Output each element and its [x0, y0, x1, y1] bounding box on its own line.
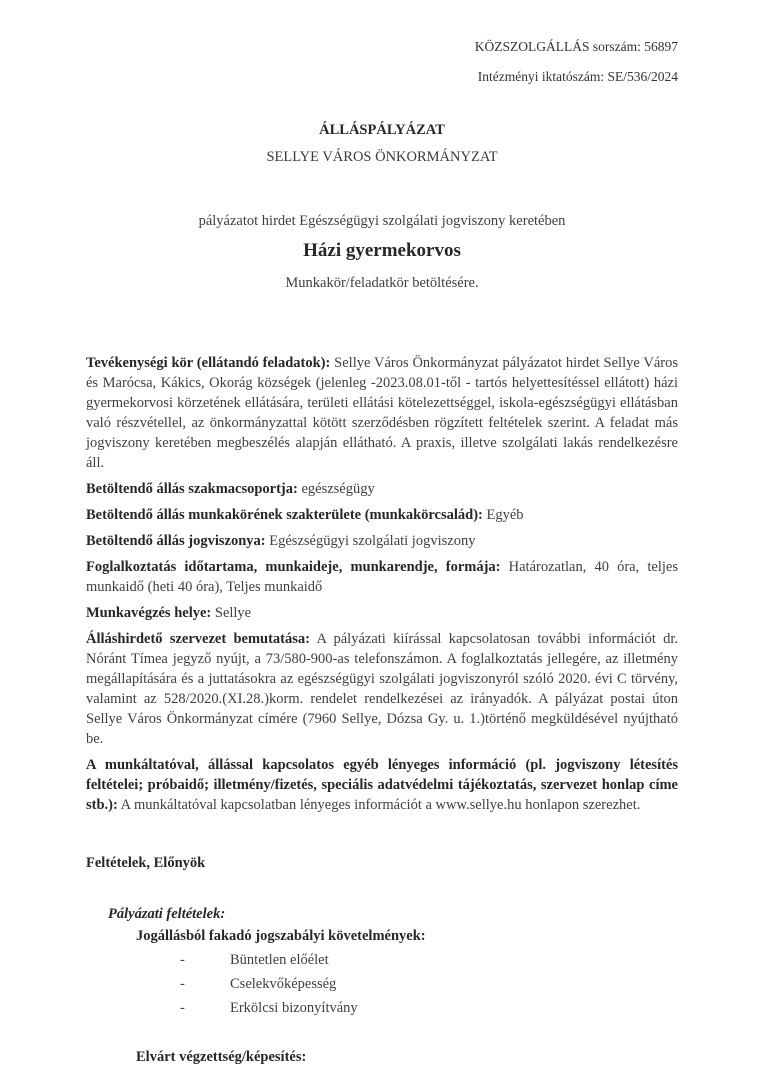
- field-label-jogviszony: Betöltendő állás jogviszonya:: [86, 533, 266, 550]
- field-label-about: Álláshirdető szervezet bemutatása:: [86, 631, 310, 648]
- bullet-marker: -: [180, 976, 185, 993]
- header-registry-number: Intézményi iktatószám: SE/536/2024: [477, 68, 678, 84]
- field-jogviszony: [86, 531, 678, 551]
- paragraph-activity: [86, 353, 678, 473]
- subheading-legal-requirements: Jogállásból fakadó jogszabályi követelmények:: [136, 928, 426, 945]
- field-value-about: A pályázati kiírással kapcsolatosan további információt dr. Nóránt Tímea jegyző nyújt, a 73/580-900-as telefonszámon. A foglalkoztatás jellegére, az illetmény megállapítására és a juttatásokra az egészségügyi szolgálati jogviszonyról szóló 2020. évi C törvény, valamint az 528/2020.(XI.28.)korm. rendelet rendelkezései az irányadók. A pályázat postai úton Sellye Város Önkormányzat címére (7960 Sellye, Dózsa Gy. u. 1.)történő megküldésével nyújtható be.: [86, 631, 679, 748]
- organization-name: SELLYE VÁROS ÖNKORMÁNYZAT: [266, 149, 498, 166]
- field-value-employment: Határozatlan, 40 óra, teljes munkaidő (heti 40 óra), Teljes munkaidő: [86, 559, 678, 596]
- list-item-text: Büntetlen előélet: [230, 952, 329, 969]
- field-value-specialty: Egyéb: [486, 507, 524, 524]
- field-label-employment: Foglalkoztatás időtartama, munkaideje, munkarendje, formája:: [86, 559, 501, 576]
- list-item: [180, 950, 678, 970]
- list-item-text: Cselekvőképesség: [230, 976, 337, 993]
- field-value-sector: egészségügy: [301, 481, 375, 498]
- paragraph-about-organization: [86, 629, 678, 749]
- document-title: ÁLLÁSPÁLYÁZAT: [319, 122, 445, 139]
- section-heading-conditions: Feltételek, Előnyök: [86, 855, 206, 872]
- document-header: [86, 38, 678, 86]
- list-item: [180, 998, 678, 1018]
- bullet-marker: -: [180, 1000, 185, 1017]
- field-label-activity: Tevékenységi kör (ellátandó feladatok):: [86, 355, 331, 372]
- header-serial-number: KÖZSZOLGÁLLÁS sorszám: 56897: [474, 39, 678, 54]
- requirements-list: [86, 950, 678, 1018]
- list-item: [180, 974, 678, 994]
- field-location: [86, 603, 678, 623]
- bullet-marker: -: [180, 952, 185, 969]
- field-label-sector: Betöltendő állás szakmacsoportja:: [86, 481, 298, 498]
- paragraph-other-info: [86, 755, 678, 815]
- document-body: [86, 353, 678, 1067]
- subheading-required-education: Elvárt végzettség/képesítés:: [136, 1049, 307, 1066]
- position-title: Házi gyermekorvos: [303, 240, 461, 262]
- position-subtitle: Munkakör/feladatkör betöltésére.: [285, 275, 479, 292]
- field-value-other: A munkáltatóval kapcsolatban lényeges információt a www.sellye.hu honlapon szerezhet.: [120, 797, 641, 814]
- field-specialty: [86, 505, 678, 525]
- list-item-text: Erkölcsi bizonyítvány: [230, 1000, 358, 1017]
- subheading-application-conditions: Pályázati feltételek:: [108, 906, 226, 923]
- field-employment: [86, 557, 678, 597]
- field-value-jogviszony: Egészségügyi szolgálati jogviszony: [269, 533, 476, 550]
- field-value-activity: Sellye Város Önkormányzat pályázatot hirdet Sellye Város és Marócsa, Kákics, Okorág községek (jelenleg -2023.08.01-től - tartós helyettesítéssel ellátott) házi gyermekorvosi körzetének ellátására, területi ellátási kötelezettséggel, iskola-egészségügyi ellátásban való részvétellel, az önkormányzattal kötött szerződésben rögzített feltételek szerint. A feladat más jogviszony keretében megbeszélés alapján ellátható. A praxis, illetve szolgálati lakás rendelkezésre áll.: [86, 355, 678, 472]
- field-value-location: Sellye: [214, 605, 252, 622]
- field-label-other: A munkáltatóval, állással kapcsolatos egyéb lényeges információ (pl. jogviszony létesítés feltételei; próbaidő; illetmény/fizetés, speciális adatvédelmi tájékoztatás, szervezet honlap címe stb.):: [86, 757, 678, 814]
- field-sector: [86, 479, 678, 499]
- field-label-location: Munkavégzés helye:: [86, 605, 212, 622]
- intro-line: pályázatot hirdet Egészségügyi szolgálati jogviszony keretében: [198, 213, 566, 230]
- field-label-specialty: Betöltendő állás munkakörének szakterülete (munkakörcsalád):: [86, 507, 483, 524]
